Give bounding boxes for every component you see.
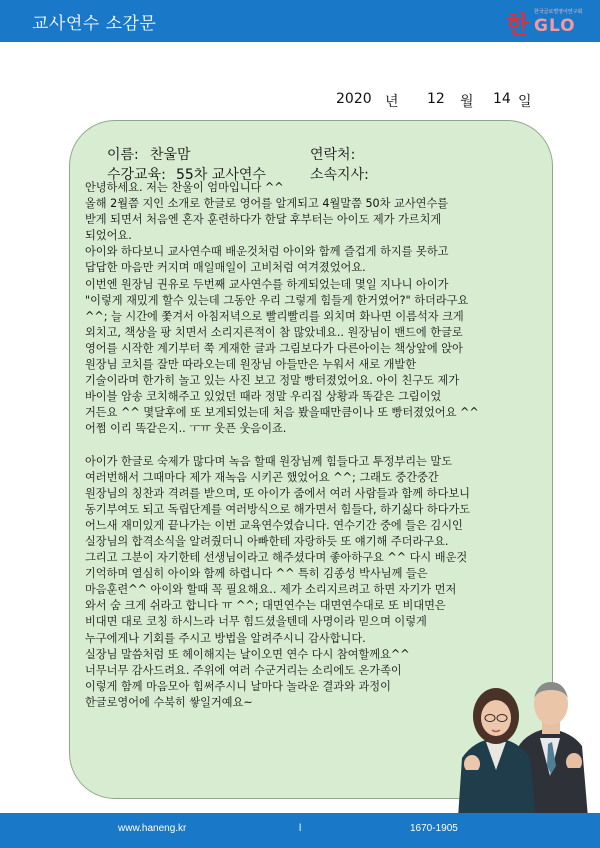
essay-line: 와서 숨 크게 쉬라고 합니다 ㅠ ^^; 대면연수는 대면연수대로 또 비대면은 [85,599,446,613]
phone-number: 1670-1905 [410,823,458,834]
branch-label: 소속지사: [310,167,369,183]
contact-label: 연락처: [310,147,356,163]
date-line [0,91,600,111]
essay-line: 기술이라며 한가히 놀고 있는 사진 보고 정말 빵터졌었어요. 아이 친구도 제가 [85,374,460,388]
teacher-couple-photo [452,646,592,818]
essay-line: 받게 되면서 처음엔 혼자 훈련하다가 한달 후부터는 아이도 제가 가르치게 [85,213,442,227]
footer-bar [0,813,600,848]
essay-line: 기억하며 열심히 아이와 함께 하렵니다 ^^ 특히 김종성 박사님께 들은 [85,567,428,581]
essay-line: 아이와 하다보니 교사연수때 배운것처럼 아이와 함께 즐겁게 하지를 못하고 [85,245,449,259]
essay-line: 원장님 코치를 잘만 따라오는데 원장님 아들만은 누워서 새로 개발한 [85,358,417,372]
website-link[interactable]: www.haneng.kr [118,823,187,834]
essay-line: 누구에게나 기회를 주시고 방법을 알려주시니 감사합니다. [85,631,366,645]
footer-separator: l [299,823,302,834]
essay-line: 답답한 마음만 커지며 매일매일이 고비처럼 여겨졌었어요. [85,261,366,275]
course-label: 수강교육: [107,167,166,183]
date-day-unit: 일 [518,94,532,110]
essay-line: 이번엔 원장님 권유로 두번째 교사연수를 하게되었는데 몇일 지나니 아이가 [85,277,449,291]
name-label: 이름: [107,147,139,163]
essay-line: 올해 2월쯤 지인 소개로 한글로 영어를 알게되고 4월말쯤 50차 교사연수를 [85,197,449,211]
essay-line: 한글로영어에 수북히 쌓일거예요~ [85,695,253,709]
essay-line: 외치고, 책상을 팡 치면서 소리지른적이 참 많았네요.. 원장님이 밴드에 한글로 [85,325,463,339]
course-value: 55차 교사연수 [176,167,266,183]
page-title: 교사연수 소감문 [32,14,157,34]
name-value: 찬울맘 [150,147,191,163]
date-year: 2020 [336,91,372,107]
date-month: 12 [427,91,445,107]
date-year-unit: 년 [385,94,399,110]
essay-line: 비대면 대로 코칭 하시느라 너무 힘드셨을텐데 사명이라 믿으며 이렇게 [85,615,427,629]
brand-logo [504,5,586,37]
date-day: 14 [493,91,511,107]
essay-paragraph-1 [85,180,525,438]
essay-body [85,180,525,711]
essay-line: 실장님 말씀처럼 또 헤이해지는 날이오면 연수 다시 참여할께요^^ [85,647,410,661]
logo-wordmark: GLO [534,16,576,36]
essay-line: 아이가 한글로 숙제가 많다며 녹음 할때 원장님께 힘들다고 투정부리는 말도 [85,454,453,468]
essay-line: 그리고 그분이 자기한테 선생님이라고 해주셨다며 좋아하구요 ^^ 다시 배운것 [85,551,468,565]
logo-subtitle: 한국글로벌영어연구회 [534,9,583,15]
essay-line: 거든요 ^^ 몇달후에 또 보게되었는데 처음 봤을때만큼이나 또 빵터졌었어요 ^^ [85,406,479,420]
essay-line: 이렇게 함께 마음모아 힘써주시니 날마다 놀라운 결과와 과정이 [85,679,391,693]
logo-han-glyph: 한 [506,10,530,39]
essay-line: "이렇게 재밌게 할수 있는데 그동안 우리 그렇게 힘들게 한거였어?" 하더라구요 [85,293,469,307]
essay-line: 영어를 시작한 계기부터 쭉 게재한 글과 그림보다가 다른아이는 책상앞에 앉아 [85,341,463,355]
essay-line: 여러번해서 그때마다 제가 재녹음 시키곤 했었어요 ^^; 그래도 중간중간 [85,470,439,484]
essay-line: 실장님의 합격소식을 알려줬더니 아빠한테 자랑하듯 또 얘기해 주더라구요. [85,534,449,548]
essay-line: 어느새 재미있게 끝나가는 이번 교육연수였습니다. 연수기간 중에 들은 김시인 [85,518,463,532]
essay-line: 동기부여도 되고 독립단계를 여러방식으로 해가면서 힘들다, 하기싫다 하다가도 [85,502,471,516]
essay-line: 어쩜 이리 똑같은지.. ㅜㅠ 웃픈 웃음이죠. [85,422,287,436]
essay-line: 되었어요. [85,229,132,243]
date-month-unit: 월 [460,94,474,110]
essay-line: 너무너무 감사드려요. 주위에 여러 수군거리는 소리에도 온가족이 [85,663,402,677]
essay-line: 원장님의 칭찬과 격려를 받으며, 또 아이가 줌에서 여러 사람들과 함께 하다보니 [85,486,470,500]
essay-line: 안녕하세요. 저는 찬울이 엄마입니다 ^^ [85,181,284,194]
essay-line: 바이블 암송 코치해주고 있었던 때라 정말 우리집 상황과 똑같은 그림이었 [85,390,442,404]
paragraph-gap [85,438,525,454]
header-bar [0,0,600,42]
essay-line: 마음훈련^^ 아이와 할때 꼭 필요해요.. 제가 소리지르려고 하면 자기가 먼저 [85,583,457,597]
essay-line: ^^; 늘 시간에 쫓겨서 아침저녁으로 빨리빨리를 외치며 화나면 이름석자 크게 [85,309,464,323]
